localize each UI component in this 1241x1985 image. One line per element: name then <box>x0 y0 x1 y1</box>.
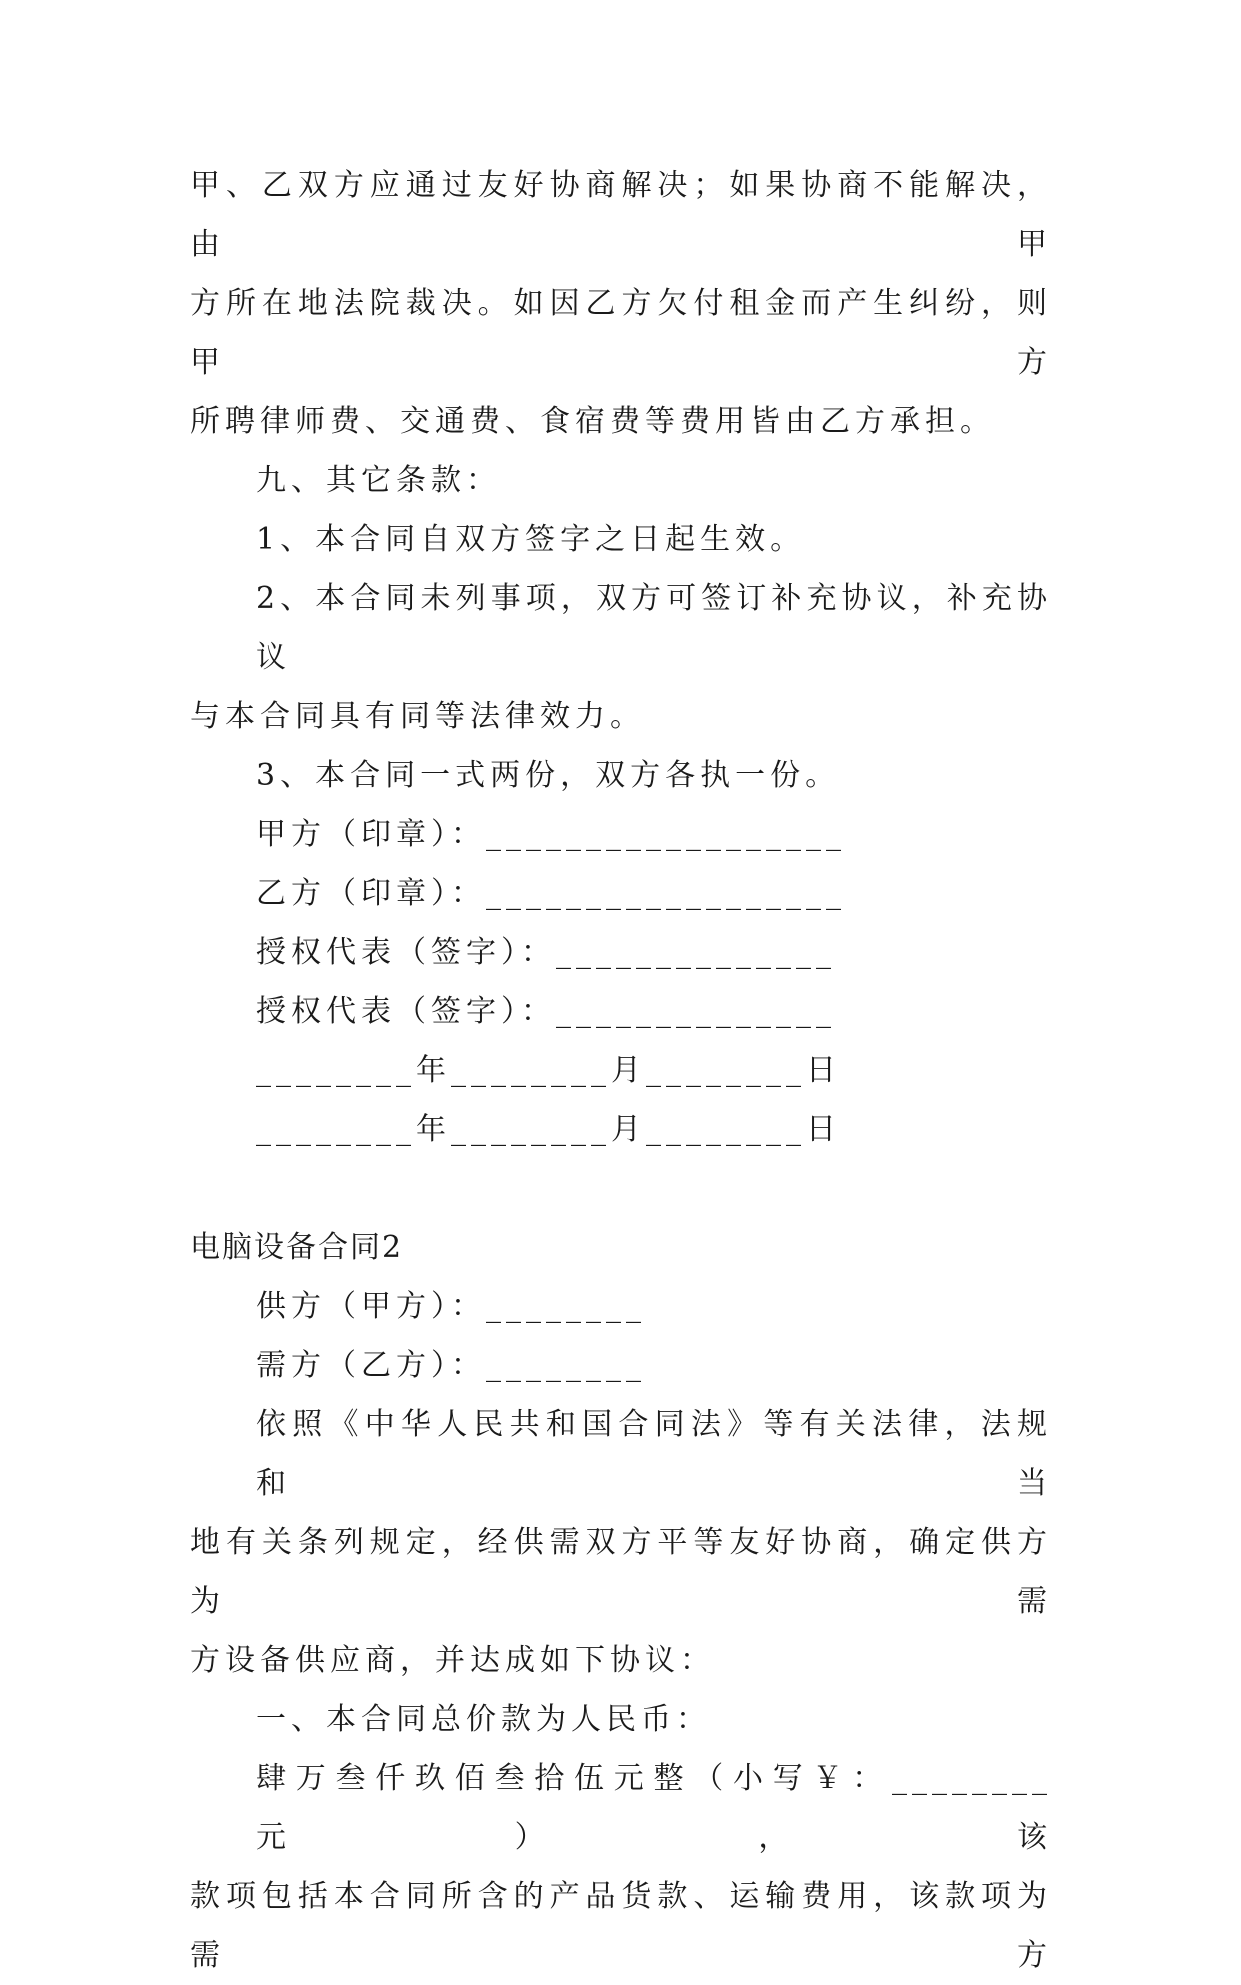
document-body <box>190 156 1052 1985</box>
paragraph-line: 所聘律师费、交通费、食宿费等费用皆由乙方承担。 <box>190 404 995 439</box>
party-a-seal-line: 甲方（印章）：__________________ <box>256 817 846 852</box>
representative-signature-line: 授权代表（签字）：______________ <box>256 994 836 1029</box>
paragraph-line: 地有关条列规定，经供需双方平等友好协商，确定供方为需 <box>190 1525 1052 1619</box>
supplier-line: 供方（甲方）：________ <box>256 1289 646 1324</box>
clause-item: 一、本合同总价款为人民币： <box>256 1702 711 1737</box>
paragraph-line: 依照《中华人民共和国合同法》等有关法律，法规和当 <box>256 1407 1052 1501</box>
paragraph-line: 方设备供应商，并达成如下协议： <box>190 1643 715 1678</box>
party-b-seal-line: 乙方（印章）：__________________ <box>256 876 846 911</box>
representative-signature-line: 授权代表（签字）：______________ <box>256 935 836 970</box>
clause-item: 1、本合同自双方签字之日起生效。 <box>256 522 806 557</box>
clause-item-continued: 与本合同具有同等法律效力。 <box>190 699 645 734</box>
buyer-line: 需方（乙方）：________ <box>256 1348 646 1383</box>
paragraph-line: 甲、乙双方应通过友好协商解决；如果协商不能解决，由甲 <box>190 168 1052 262</box>
section-heading: 九、其它条款： <box>256 463 501 498</box>
date-line: ________年________月________日 <box>256 1112 841 1147</box>
paragraph-line: 款项包括本合同所含的产品货款、运输费用，该款项为需方 <box>190 1879 1052 1973</box>
contract-title: 电脑设备合同2 <box>190 1230 404 1265</box>
clause-item: 2、本合同未列事项，双方可签订补充协议，补充协议 <box>256 581 1052 675</box>
clause-item: 3、本合同一式两份，双方各执一份。 <box>256 758 841 793</box>
paragraph-line: 方所在地法院裁决。如因乙方欠付租金而产生纠纷，则甲方 <box>190 286 1052 380</box>
paragraph-line: 肆万叁仟玖佰叁拾伍元整（小写￥：________元），该 <box>256 1761 1052 1855</box>
section-spacer <box>190 1159 1052 1218</box>
date-line: ________年________月________日 <box>256 1053 841 1088</box>
